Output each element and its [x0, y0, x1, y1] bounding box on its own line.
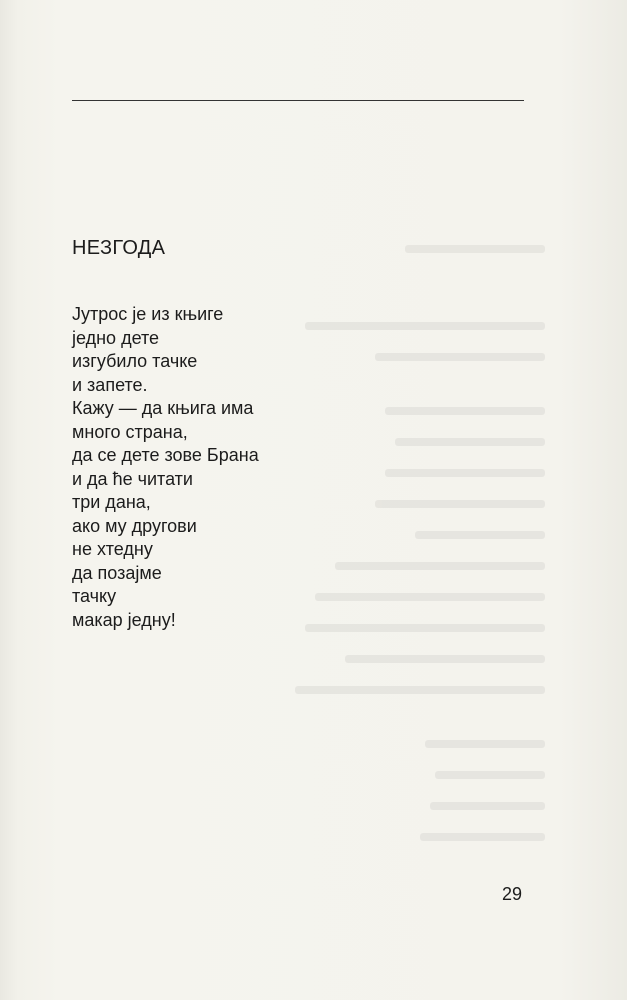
poem-body: [72, 303, 259, 632]
page-number: 29: [502, 884, 523, 904]
poem-line: ако му другови: [72, 515, 197, 536]
top-rule: [72, 100, 524, 101]
bleed-through-shadow: [265, 237, 545, 717]
poem-line: једно дете: [72, 327, 160, 348]
poem-line: не хтедну: [72, 539, 153, 559]
poem-line: и да ће читати: [72, 468, 193, 489]
poem-title: НЕЗГОДА: [72, 237, 166, 259]
poem-line: много страна,: [72, 421, 188, 442]
poem-line: да позајме: [72, 562, 162, 583]
poem-line: тачку: [72, 586, 117, 606]
poem-line: три дана,: [72, 492, 151, 512]
poem-line: да се дете зове Брана: [72, 445, 259, 465]
poem-line: и запете.: [72, 374, 148, 395]
poem-line: Кажу — да књига има: [72, 398, 254, 418]
poem-line: изгубило тачке: [72, 351, 198, 371]
poem-line: Јутрос је из књиге: [72, 304, 224, 324]
poem-line: макар једну!: [72, 609, 176, 630]
